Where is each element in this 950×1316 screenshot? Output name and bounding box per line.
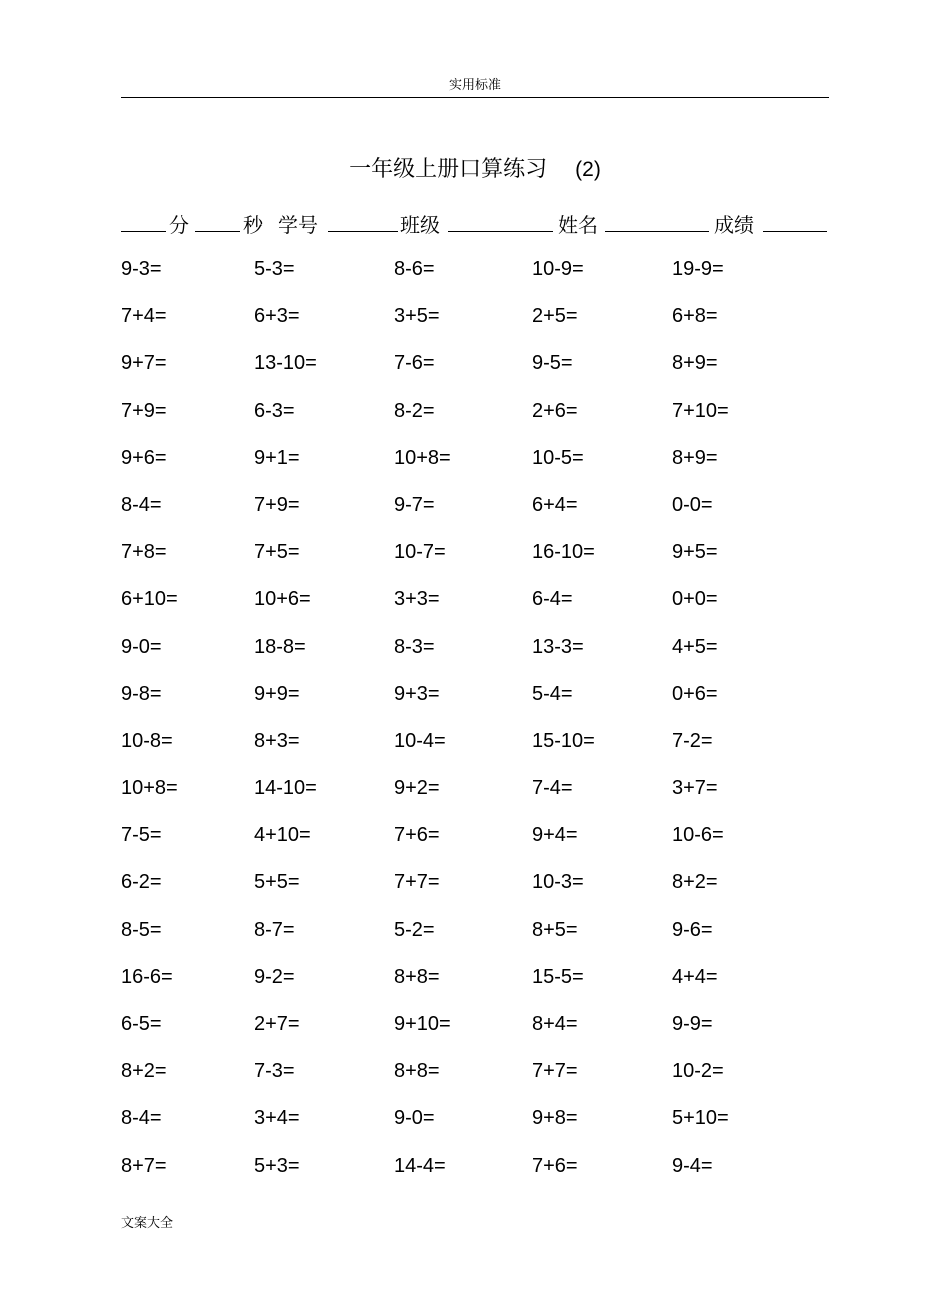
- problem-item: 4+4=: [672, 965, 718, 988]
- problem-item: 5-2=: [394, 918, 435, 941]
- problem-item: 7+5=: [254, 541, 300, 564]
- problem-item: 16-10=: [532, 541, 595, 564]
- problem-item: 13-3=: [532, 635, 584, 658]
- problem-item: 5+10=: [672, 1107, 729, 1130]
- problem-item: 7+9=: [121, 399, 167, 422]
- problem-item: 3+3=: [394, 588, 440, 611]
- problem-item: 7-3=: [254, 1060, 295, 1083]
- problem-item: 16-6=: [121, 965, 173, 988]
- problem-item: 15-10=: [532, 729, 595, 752]
- problem-item: 8+3=: [254, 729, 300, 752]
- problem-item: 9-3=: [121, 258, 162, 280]
- problem-item: 7-2=: [672, 729, 713, 752]
- problem-item: 10+8=: [394, 446, 451, 469]
- problem-item: 9-0=: [121, 635, 162, 658]
- problem-item: 8+5=: [532, 918, 578, 941]
- problem-item: 9-0=: [394, 1107, 435, 1130]
- problem-item: 8+9=: [672, 352, 718, 375]
- problem-item: 6-2=: [121, 871, 162, 894]
- problem-item: 7+6=: [532, 1154, 578, 1177]
- problem-item: 0+6=: [672, 682, 718, 705]
- problem-item: 10-5=: [532, 446, 584, 469]
- problem-item: 6+3=: [254, 305, 300, 328]
- problem-item: 6+10=: [121, 588, 178, 611]
- problem-item: 6-4=: [532, 588, 573, 611]
- problem-item: 10-6=: [672, 824, 724, 847]
- problem-item: 9-9=: [672, 1013, 713, 1035]
- problem-item: 7-5=: [121, 824, 162, 847]
- problem-item: 0+0=: [672, 588, 718, 611]
- problem-item: 15-5=: [532, 965, 584, 988]
- problem-item: 3+4=: [254, 1107, 300, 1130]
- problem-item: 9+10=: [394, 1013, 451, 1035]
- problem-item: 7+6=: [394, 824, 440, 847]
- problem-item: 9+1=: [254, 446, 300, 469]
- problem-item: 7+10=: [672, 399, 729, 422]
- problem-item: 4+5=: [672, 635, 718, 658]
- score-label: 成绩: [714, 213, 754, 237]
- problem-item: 9-5=: [532, 352, 573, 375]
- class-label: 班级: [400, 213, 440, 237]
- problem-item: 8-4=: [121, 493, 162, 516]
- problem-item: 9-6=: [672, 918, 713, 941]
- problem-item: 10-2=: [672, 1060, 724, 1083]
- problem-item: 9+7=: [121, 352, 167, 375]
- name-blank[interactable]: [605, 209, 709, 232]
- problem-item: 7+4=: [121, 305, 167, 328]
- problem-item: 9-4=: [672, 1154, 713, 1177]
- title-number: (2): [575, 158, 601, 181]
- problem-item: 8-3=: [394, 635, 435, 658]
- problem-item: 10+6=: [254, 588, 311, 611]
- problem-item: 8-6=: [394, 258, 435, 280]
- class-blank[interactable]: [448, 209, 553, 232]
- problem-item: 5-3=: [254, 258, 295, 280]
- problem-item: 10-8=: [121, 729, 173, 752]
- problem-item: 8+8=: [394, 1060, 440, 1083]
- worksheet-title: [0, 152, 950, 183]
- problem-item: 7+9=: [254, 493, 300, 516]
- problem-item: 8-4=: [121, 1107, 162, 1130]
- problem-item: 9+3=: [394, 682, 440, 705]
- problem-item: 8+2=: [672, 871, 718, 894]
- problem-item: 5+5=: [254, 871, 300, 894]
- problem-item: 0-0=: [672, 493, 713, 516]
- problem-item: 19-9=: [672, 258, 724, 280]
- problem-item: 10-4=: [394, 729, 446, 752]
- problem-item: 7-6=: [394, 352, 435, 375]
- problem-item: 10+8=: [121, 777, 178, 800]
- header-divider: [121, 97, 829, 98]
- problem-item: 3+5=: [394, 305, 440, 328]
- problem-item: 10-9=: [532, 258, 584, 280]
- problem-item: 5-4=: [532, 682, 573, 705]
- problem-item: 7-4=: [532, 777, 573, 800]
- problem-item: 9+8=: [532, 1107, 578, 1130]
- problem-item: 6-5=: [121, 1013, 162, 1035]
- problem-item: 2+5=: [532, 305, 578, 328]
- problem-item: 8+2=: [121, 1060, 167, 1083]
- problem-item: 14-10=: [254, 777, 317, 800]
- problem-item: 7+7=: [532, 1060, 578, 1083]
- problem-item: 9+4=: [532, 824, 578, 847]
- problem-item: 9+6=: [121, 446, 167, 469]
- problem-item: 13-10=: [254, 352, 317, 375]
- problem-item: 8+4=: [532, 1013, 578, 1035]
- student-info-row: [121, 209, 829, 237]
- problem-item: 6+4=: [532, 493, 578, 516]
- problem-item: 8-5=: [121, 918, 162, 941]
- problem-item: 9+2=: [394, 777, 440, 800]
- problem-item: 14-4=: [394, 1154, 446, 1177]
- problem-item: 9-8=: [121, 682, 162, 705]
- student-no-blank[interactable]: [328, 209, 398, 232]
- problem-item: 5+3=: [254, 1154, 300, 1177]
- problem-item: 9-7=: [394, 493, 435, 516]
- student-no-label: 学号: [278, 213, 318, 237]
- problem-item: 7+7=: [394, 871, 440, 894]
- page-footer: 文案大全: [121, 1216, 174, 1231]
- problem-item: 8+8=: [394, 965, 440, 988]
- seconds-blank[interactable]: [195, 209, 240, 232]
- problem-item: 9+9=: [254, 682, 300, 705]
- name-label: 姓名: [558, 213, 598, 237]
- page-header: 实用标准: [448, 78, 501, 93]
- problem-item: 3+7=: [672, 777, 718, 800]
- problem-item: 2+6=: [532, 399, 578, 422]
- score-blank[interactable]: [763, 209, 827, 232]
- problem-item: 10-3=: [532, 871, 584, 894]
- problem-item: 10-7=: [394, 541, 446, 564]
- problem-item: 8-7=: [254, 918, 295, 941]
- problem-item: 4+10=: [254, 824, 311, 847]
- problem-item: 8+7=: [121, 1154, 167, 1177]
- minutes-blank[interactable]: [121, 209, 166, 232]
- problem-item: 6-3=: [254, 399, 295, 422]
- problem-item: 7+8=: [121, 541, 167, 564]
- problem-item: 8-2=: [394, 399, 435, 422]
- problem-item: 8+9=: [672, 446, 718, 469]
- problem-item: 9-2=: [254, 965, 295, 988]
- problem-item: 6+8=: [672, 305, 718, 328]
- seconds-label: 秒: [243, 213, 263, 237]
- title-main: 一年级上册口算练习: [349, 157, 548, 182]
- minutes-label: 分: [169, 213, 189, 237]
- problem-item: 2+7=: [254, 1013, 300, 1035]
- problem-item: 18-8=: [254, 635, 306, 658]
- problem-item: 9+5=: [672, 541, 718, 564]
